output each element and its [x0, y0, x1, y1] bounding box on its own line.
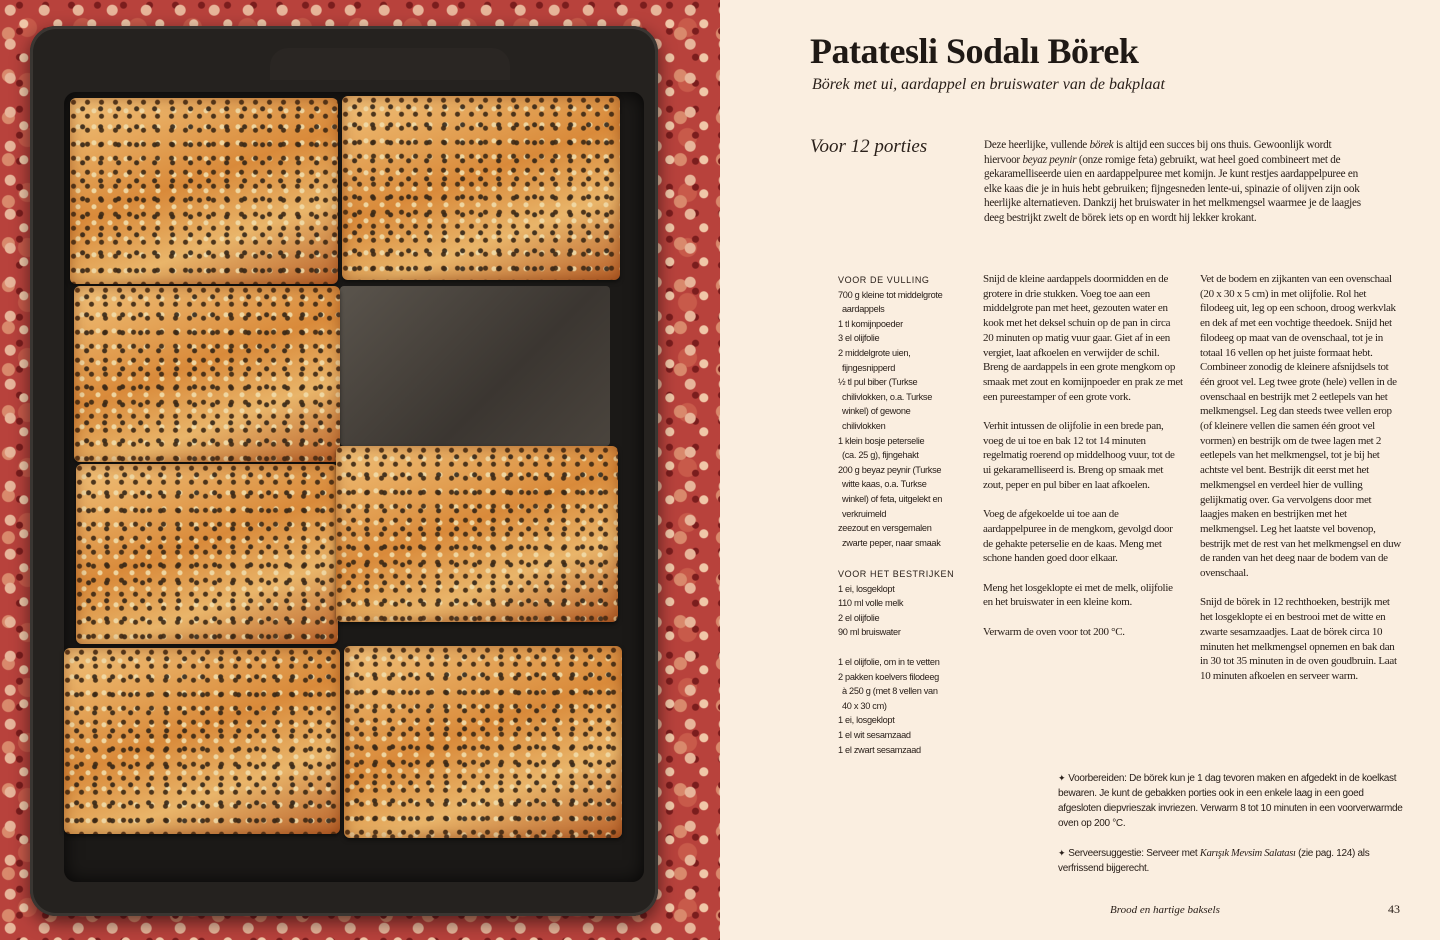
ingredient-line: 1 ei, losgeklopt: [838, 715, 895, 726]
method-step: Verhit intussen de olijfolie in een brede pan, voeg de ui toe en bak 12 tot 14 minuten regelmatig roerend op middelhoog vuur, tot de ui gekaramelliseerd is. Breng op smaak met zout, peper en pul biber en laat afkoelen.: [983, 420, 1175, 491]
ingredient-line: 2 middelgrote uien,: [838, 347, 911, 358]
section-footer: Brood en hartige baksels: [1110, 904, 1220, 916]
method-step: Verwarm de oven voor tot 200 °C.: [983, 625, 1125, 638]
ingredient-line: 2 pakken koelvers filodeeg: [838, 671, 939, 682]
filling-heading: VOOR DE VULLING: [838, 275, 930, 285]
method-step: Meng het losgeklopte ei met de melk, olijfolie en het bruiswater in een kleine kom.: [983, 581, 1173, 609]
ingredient-line: winkel) of feta, uitgelekt en: [842, 493, 943, 504]
ingredient-line: (ca. 25 g), fijngehakt: [842, 450, 919, 461]
ingredient-line: 3 el olijfolie: [838, 333, 880, 344]
brush-heading: VOOR HET BESTRIJKEN: [838, 569, 955, 579]
ingredient-line: zwarte peper, naar smaak: [842, 537, 941, 548]
ingredient-line: witte kaas, o.a. Turkse: [842, 479, 927, 490]
recipe-page: [720, 0, 1440, 940]
ingredient-line: 1 el zwart sesamzaad: [838, 744, 921, 755]
ingredients-brush: [838, 567, 968, 640]
note-prepare: ✦ Voorbereiden: De börek kun je 1 dag tevoren maken en afgedekt in de koelkast bewaren. Je kunt de gebakken porties ook in een enkele laag in een goed afgesloten diepvrieszak invriezen. Verwarm 8 tot 10 minuten in een voorverwarmde oven op 200 °C.: [1058, 773, 1403, 829]
ingredient-line: verkruimeld: [842, 508, 887, 519]
borek-piece: [64, 648, 340, 834]
ingredient-line: winkel) of gewone: [842, 406, 911, 417]
note-bullet-icon: ✦: [1058, 848, 1066, 858]
ingredient-line: 1 el olijfolie, om in te vetten: [838, 657, 940, 667]
ingredient-line: 1 ei, losgeklopt: [838, 583, 895, 594]
borek-piece: [344, 646, 622, 838]
borek-piece: [76, 464, 338, 644]
method-column-1: [983, 272, 1183, 654]
ingredient-line: 110 ml volle melk: [838, 598, 904, 609]
servings: Voor 12 porties: [810, 136, 928, 157]
ingredient-line: 1 tl komijnpoeder: [838, 318, 903, 329]
method-step: Voeg de afgekoelde ui toe aan de aardappelpuree in de mengkom, gevolgd door de gehakte peterselie en de kaas. Meng met schone handen goed door elkaar.: [983, 508, 1173, 565]
borek-piece: [70, 98, 338, 284]
method-step: Vet de bodem en zijkanten van een ovenschaal (20 x 30 x 5 cm) in met olijfolie. Rol het filodeeg uit, leg op een schoon, droog werkvlak en dek af met een vochtige theedoek. Snijd het filodeeg op maat van de ovenschaal, tot je in totaal 16 vellen op het juiste formaat hebt. Combineer zonodig de kleinere afsnijdsels tot één groot vel. Leg twee grote (hele) vellen in de ovenschaal en bestrijk met 2 eetlepels van het melkmengsel. Leg dan steeds twee vellen erop (of kleinere vellen die samen één groot vel vormen) en bestrijk om de twee lagen met 2 eetlepels van het melkmengsel, tot je bij het achtste vel bent. Bestrijk dit eerst met het melkmengsel en verdeel hier de vulling gelijkmatig over. Ga vervolgens door met laagjes maken en bestrijken met het melkmengsel. Leg het laatste vel bovenop, bestrijk met de rest van het melkmengsel en duw de randen van het deeg naar de bodem van de ovenschaal.: [1200, 273, 1401, 580]
ingredient-line: 1 klein bosje peterselie: [838, 435, 925, 446]
page-number: 43: [1388, 902, 1400, 916]
ingredient-line: fijngesnipperd: [842, 362, 896, 373]
method-column-2: [1200, 272, 1402, 698]
ingredients-filling: [838, 273, 968, 550]
ingredient-line: 1 el wit sesamzaad: [838, 729, 911, 740]
ingredient-line: chilivlokken: [842, 420, 886, 431]
ingredient-line: chilivlokken, o.a. Turkse: [842, 391, 933, 402]
method-step: Snijd de kleine aardappels doormidden en de grotere in drie stukken. Voeg toe aan een middelgrote pan met heet, gezouten water en kook met het deksel schuin op de pan in circa 20 minuten op matig vuur gaar. Giet af in een vergiet, laat afkoelen en verwijder de schil. Breng de aardappels in een grote mengkom op smaak met zout en komijnpoeder en prak ze met een pureestamper of een grote vork.: [983, 273, 1183, 403]
ingredient-line: zeezout en versgemalen: [838, 523, 932, 534]
ingredient-line: 700 g kleine tot middelgrote: [838, 289, 943, 300]
ingredient-line: 200 g beyaz peynir (Turkse: [838, 464, 942, 475]
ingredient-line: ½ tl pul biber (Turkse: [838, 377, 918, 388]
ingredients-other: [838, 655, 968, 757]
ingredient-line: aardappels: [842, 304, 885, 315]
recipe-title: Patatesli Sodalı Börek: [810, 31, 1139, 71]
ingredient-line: 90 ml bruiswater: [838, 627, 901, 638]
intro-text: Deze heerlijke, vullende börek is altijd een succes bij ons thuis. Gewoonlijk wordt hiervoor beyaz peynir (onze romige feta) gebruikt, wat heel goed combineert met de gekaramelliseerde uien en aardappelpuree met komijn. Je kunt restjes aardappelpuree en elke kaas die je in huis hebt gebruiken; fijngesneden lente-ui, spinazie of olijven zijn ook heerlijke alternatieven. Dankzij het bruiswater in het melkmengsel waarmee je de laagjes deeg bestrijkt zwelt de börek iets op en wordt hij lekker krokant.: [984, 139, 1361, 224]
recipe-subtitle: Börek met ui, aardappel en bruiswater van de bakplaat: [812, 76, 1165, 93]
borek-piece: [336, 446, 618, 622]
note-serve: ✦ Serveersuggestie: Serveer met Karışık Mevsim Salatası (zie pag. 124) als verfrissend bijgerecht.: [1058, 848, 1370, 874]
ingredient-line: 40 x 30 cm): [842, 700, 887, 711]
borek-piece: [74, 286, 340, 462]
borek-piece: [342, 96, 620, 280]
note-bullet-icon: ✦: [1058, 773, 1066, 783]
empty-tray-spot: [340, 286, 610, 446]
ingredient-line: 2 el olijfolie: [838, 612, 880, 623]
method-step: Snijd de börek in 12 rechthoeken, bestrijk met het losgeklopte ei en bestrooi met de witte en zwarte sesamzaadjes. Laat de börek circa 10 minuten het melkmengsel opnemen en bak dan in 30 tot 35 minuten in de oven goudbruin. Laat 10 minuten afkoelen en serveer warm.: [1200, 596, 1397, 682]
ingredient-line: à 250 g (met 8 vellen van: [842, 686, 938, 697]
